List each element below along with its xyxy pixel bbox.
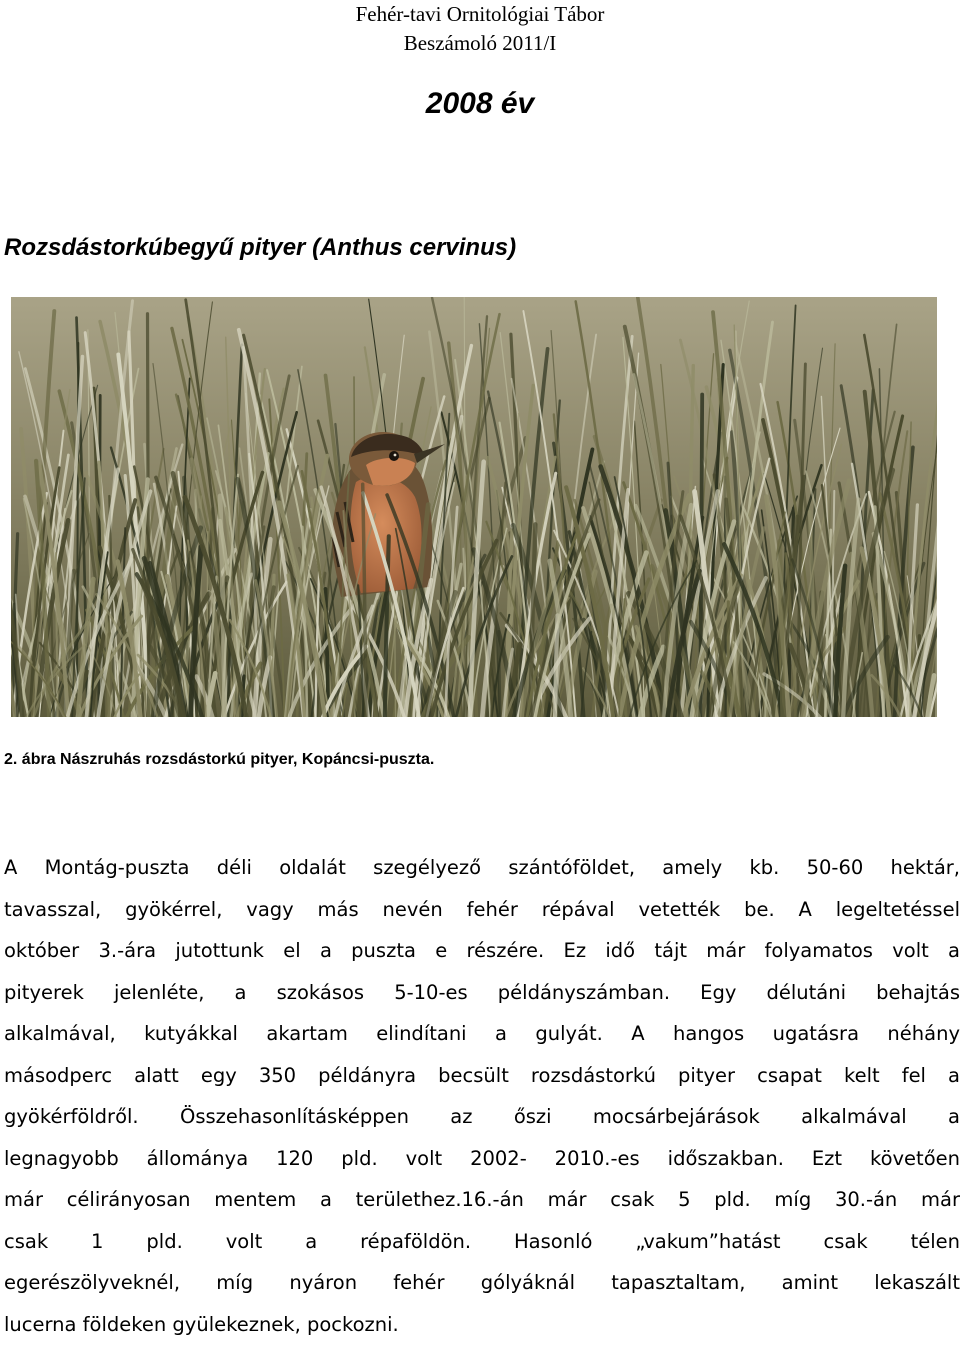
paragraph-line: A Montág-puszta déli oldalát szegélyező szántóföldet, amely kb. 50-60 hektár,: [4, 847, 960, 889]
paragraph-line: alkalmával, kutyákkal akartam elindítani a gulyát. A hangos ugatásra néhány: [4, 1013, 960, 1055]
figure-caption: 2. ábra Nászruhás rozsdástorkú pityer, Kopáncsi-puszta.: [4, 749, 944, 771]
document-header-subtitle: Beszámoló 2011/I: [0, 29, 960, 57]
body-paragraph: [4, 847, 960, 1345]
paragraph-line: egerészölyveknél, míg nyáron fehér gólyáknál tapasztaltam, amint lekaszált: [4, 1262, 960, 1304]
paragraph-line: október 3.-ára jutottunk el a puszta e részére. Ez idő tájt már folyamatos volt a: [4, 930, 960, 972]
paragraph-line: lucerna földeken gyülekeznek, pockozni.: [4, 1304, 960, 1345]
paragraph-line: másodperc alatt egy 350 példányra becsült rozsdástorkú pityer csapat kelt fel a: [4, 1055, 960, 1097]
paragraph-line: pityerek jelenléte, a szokásos 5-10-es példányszámban. Egy délutáni behajtás: [4, 972, 960, 1014]
document-header-title: Fehér-tavi Ornitológiai Tábor: [0, 0, 960, 28]
paragraph-line: már célirányosan mentem a területhez.16.-án már csak 5 pld. míg 30.-án már: [4, 1179, 960, 1221]
species-heading: Rozsdástorkúbegyű pityer (Anthus cervinus): [4, 230, 944, 266]
bird-photo: [11, 297, 937, 717]
grass-blade: [555, 615, 558, 717]
paragraph-line: tavasszal, gyökérrel, vagy más nevén fehér répával vetették be. A legeltetéssel: [4, 889, 960, 931]
grass-blade: [780, 542, 783, 717]
paragraph-line: legnagyobb állománya 120 pld. volt 2002- 2010.-es időszakban. Ezt követően: [4, 1138, 960, 1180]
paragraph-line: gyökérföldről. Összehasonlításképpen az őszi mocsárbejárások alkalmával a: [4, 1096, 960, 1138]
paragraph-line: csak 1 pld. volt a répaföldön. Hasonló „vakum”hatást csak télen: [4, 1221, 960, 1263]
grass-blade: [148, 314, 149, 717]
year-heading: 2008 év: [0, 84, 960, 124]
